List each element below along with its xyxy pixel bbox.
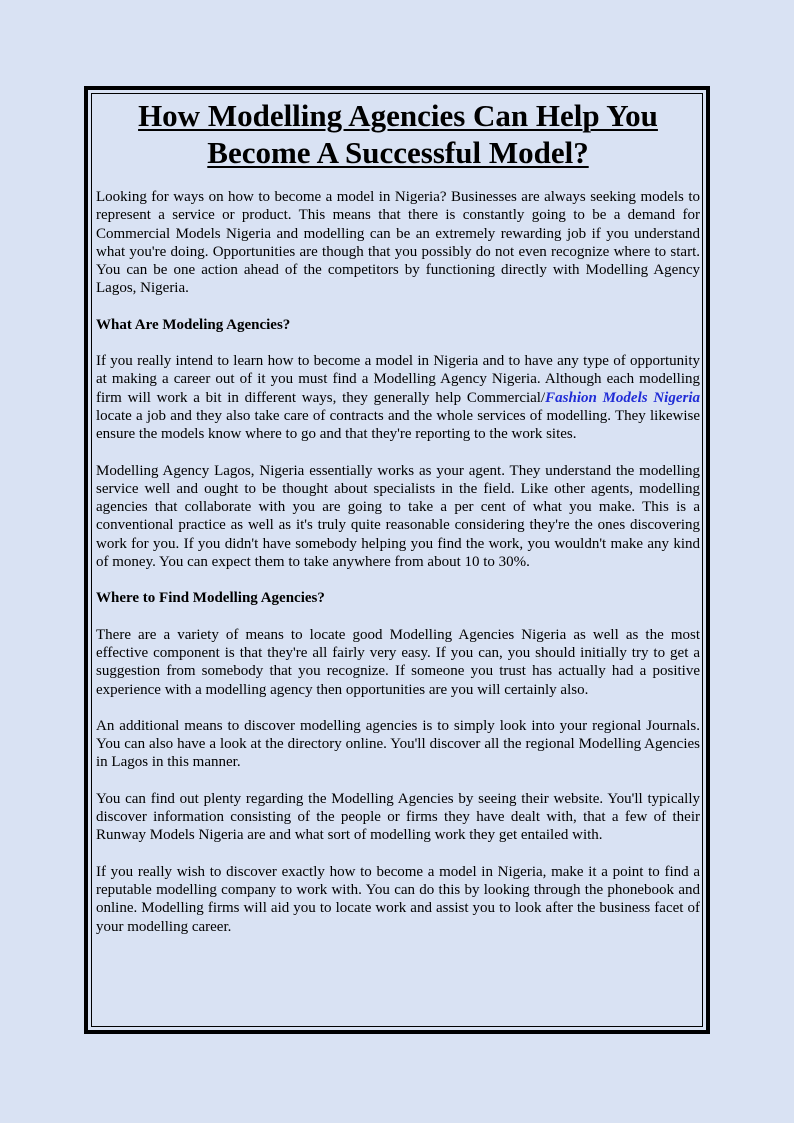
paragraph-learn-text-before: If you really intend to learn how to become a model in Nigeria and to have any type of opportunity at making a career out of it you must find a Modelling Agency Nigeria. Although each modelling firm will work a bit in different ways, they generally help Commercial/ xyxy=(96,353,700,406)
section-heading-what-are: What Are Modeling Agencies? xyxy=(96,316,291,333)
paragraph-website: You can find out plenty regarding the Modelling Agencies by seeing their website. You'll typically discover information consisting of the people or firms they have dealt with, that a few of their Runway Models Nigeria are and what sort of modelling work they get entailed with. xyxy=(96,790,700,844)
title-line-2: Become A Successful Model? xyxy=(207,135,589,170)
title-line-1: How Modelling Agencies Can Help You xyxy=(138,98,658,133)
section-heading-where-to-find: Where to Find Modelling Agencies? xyxy=(96,590,325,607)
paragraph-journals: An additional means to discover modelling agencies is to simply look into your regional Journals. You can also have a look at the directory online. You'll discover all the regional Modelling Agencies in Lagos in this manner. xyxy=(96,717,700,771)
paragraph-learn-text-after: locate a job and they also take care of contracts and the whole services of modelling. They likewise ensure the models know where to go and that they're reporting to the work sites. xyxy=(96,407,700,443)
paragraph-agent: Modelling Agency Lagos, Nigeria essentially works as your agent. They understand the modelling service well and ought to be thought about specialists in the field. Like other agents, modelling agencies that collaborate with you are going to take a per cent of what you make. This is a conventional practice as well as it's truly quite reasonable considering they're the ones discovering work for you. If you didn't have somebody helping you find the work, you wouldn't make any kind of money. You can expect them to take anywhere from about 10 to 30%. xyxy=(96,462,700,571)
paragraph-locate: There are a variety of means to locate good Modelling Agencies Nigeria as well as the most effective component is that they're all fairly very easy. If you can, you should initially try to get a suggestion from somebody that you recognize. If someone you trust has actually had a positive experience with a modelling agency then opportunities are you will certainly also. xyxy=(96,626,700,698)
paragraph-intro: Looking for ways on how to become a model in Nigeria? Businesses are always seeking models to represent a service or product. This means that there is constantly going to be a demand for Commercial Models Nigeria and modelling can be an extremely rewarding job if you understand what you're doing. Opportunities are though that you possibly do not even recognize where to start. You can be one action ahead of the competitors by functioning directly with Modelling Agency Lagos, Nigeria. xyxy=(96,189,700,297)
document-body xyxy=(96,97,700,936)
document-title xyxy=(96,97,700,171)
paragraph-conclusion: If you really wish to discover exactly how to become a model in Nigeria, make it a point to find a reputable modelling company to work with. You can do this by looking through the phonebook and online. Modelling firms will aid you to locate work and assist you to look after the business facet of your modelling career. xyxy=(96,863,700,935)
paragraph-learn xyxy=(96,352,700,443)
fashion-models-link[interactable]: Fashion Models Nigeria xyxy=(545,389,701,406)
